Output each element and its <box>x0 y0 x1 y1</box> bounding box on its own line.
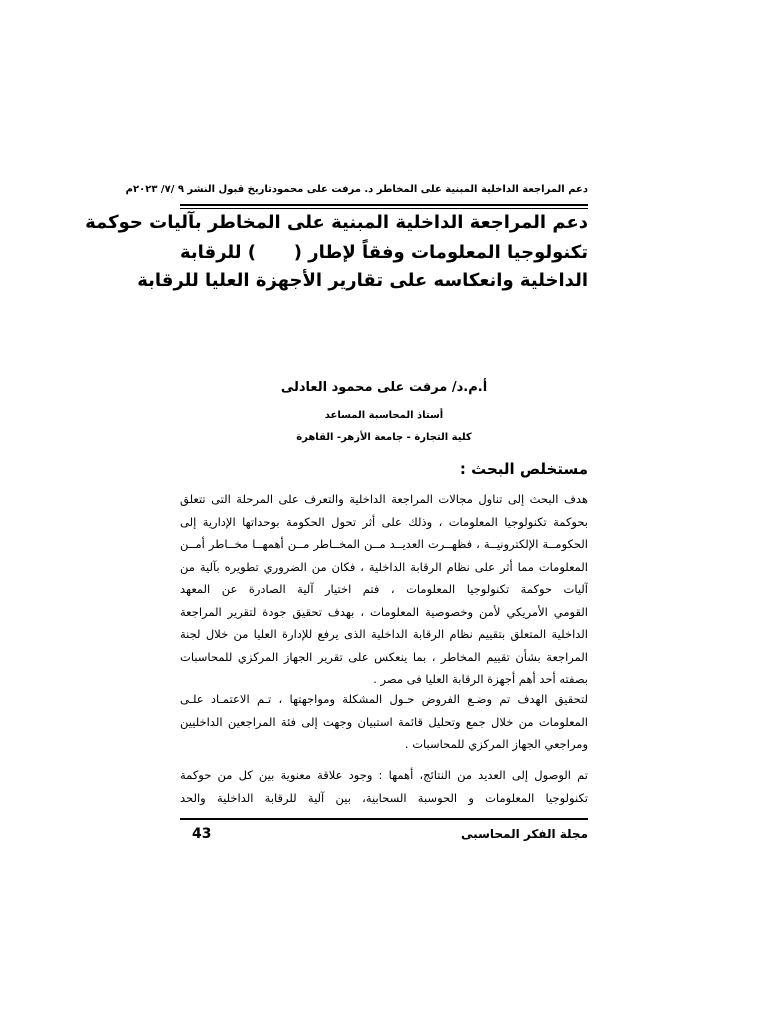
abstract-paragraph-3 <box>180 764 588 809</box>
journal-name: مجلة الفكر المحاسبى <box>461 827 588 841</box>
text-line: هدف البحث إلى تناول مجالات المراجعة الداخلية والتعرف على المرحلة التى تتعلق <box>180 492 588 506</box>
text-line: بحوكمة تكنولوجيا المعلومات ، وذلك على أثر تحول الحكومة بوحداتها الإدارية إلى <box>180 514 588 529</box>
acceptance-date: تاريخ قبول النشر ٩ /٧/ ٢٠٢٣م <box>125 184 272 195</box>
text-line: المعلومات مما أثر على نظام الرقابة الداخلية ، فكان من الضروري تطويره بآلية من <box>180 559 588 574</box>
text-line: تم الوصول إلى العديد من النتائج، أهمها : وجود علاقة معنوية بين كل من حوكمة <box>180 768 588 782</box>
footer-rule <box>180 818 588 820</box>
text-line: ومراجعي الجهاز المركزي للمحاسبات . <box>404 737 588 751</box>
running-title: دعم المراجعة الداخلية المبنية على المخاطر د. مرفت على محمود <box>271 184 588 195</box>
abstract-paragraph-2 <box>180 688 588 756</box>
text-line: لتحقيق الهدف تم وضـع الفروض حـول المشكلة ومواجهتها ، تـم الاعتمـاد علـى <box>180 692 588 706</box>
title-line-3: الداخلية وانعكاسه على تقارير الأجهزة العليا للرقابة <box>137 270 588 291</box>
text-line: الحكومــة الإلكترونيــة ، فظهــرت العديــد مــن المخــاطر مــن أهمهــا مخــاطر أمــن <box>180 537 588 551</box>
text-line: القومي الأمريكي لأمن وخصوصية المعلومات ، بهدف تحقيق جودة لتقرير المراجعة <box>180 604 588 619</box>
text-line: الداخلية المتعلق بتقييم نظام الرقابة الداخلية الذى يرفع للإدارة العليا من خلال لجنة <box>180 627 588 641</box>
page-number: 43 <box>192 826 212 842</box>
text-line: المراجعة بشأن تقييم المخاطر ، بما ينعكس على تقرير الجهاز المركزي للمحاسبات <box>180 649 588 664</box>
text-line: بصفته أحد أهم أجهزة الرقابة العليا فى مصر . <box>373 672 588 686</box>
title-line-2 <box>180 242 588 263</box>
abstract-paragraph-1 <box>180 488 588 691</box>
title-line-2-left: ) للرقابة <box>180 242 257 263</box>
header-rule <box>180 204 588 206</box>
author-name: أ.م.د/ مرفت على محمود العادلى <box>280 380 488 395</box>
text-line: تكنولوجيا المعلومات و الحوسبة السحابية، بين آلية للرقابة الداخلية والحد <box>180 790 588 805</box>
author-position: أستاذ المحاسبة المساعد <box>324 410 444 421</box>
text-line: آليات حوكمة تكنولوجيا المعلومات ، فتم اختيار آلية الصادرة عن المعهد <box>180 582 588 596</box>
title-line-2-right: تكنولوجيا المعلومات وفقاً لإطار ( <box>293 242 588 263</box>
text-line: المعلومات من خلال جمع وتحليل قائمة استبيان وجهت إلى فئة المراجعين الداخليين <box>180 714 588 729</box>
running-header <box>125 184 588 200</box>
abstract-heading: مستخلص البحث : <box>459 460 588 478</box>
author-affiliation: كلية التجارة - جامعة الأزهر- القاهرة <box>296 432 472 443</box>
title-line-1: دعم المراجعة الداخلية المبنية على المخاطر بآليات حوكمة <box>85 212 588 233</box>
header-rule-thin <box>180 208 588 209</box>
page-footer <box>180 824 588 844</box>
